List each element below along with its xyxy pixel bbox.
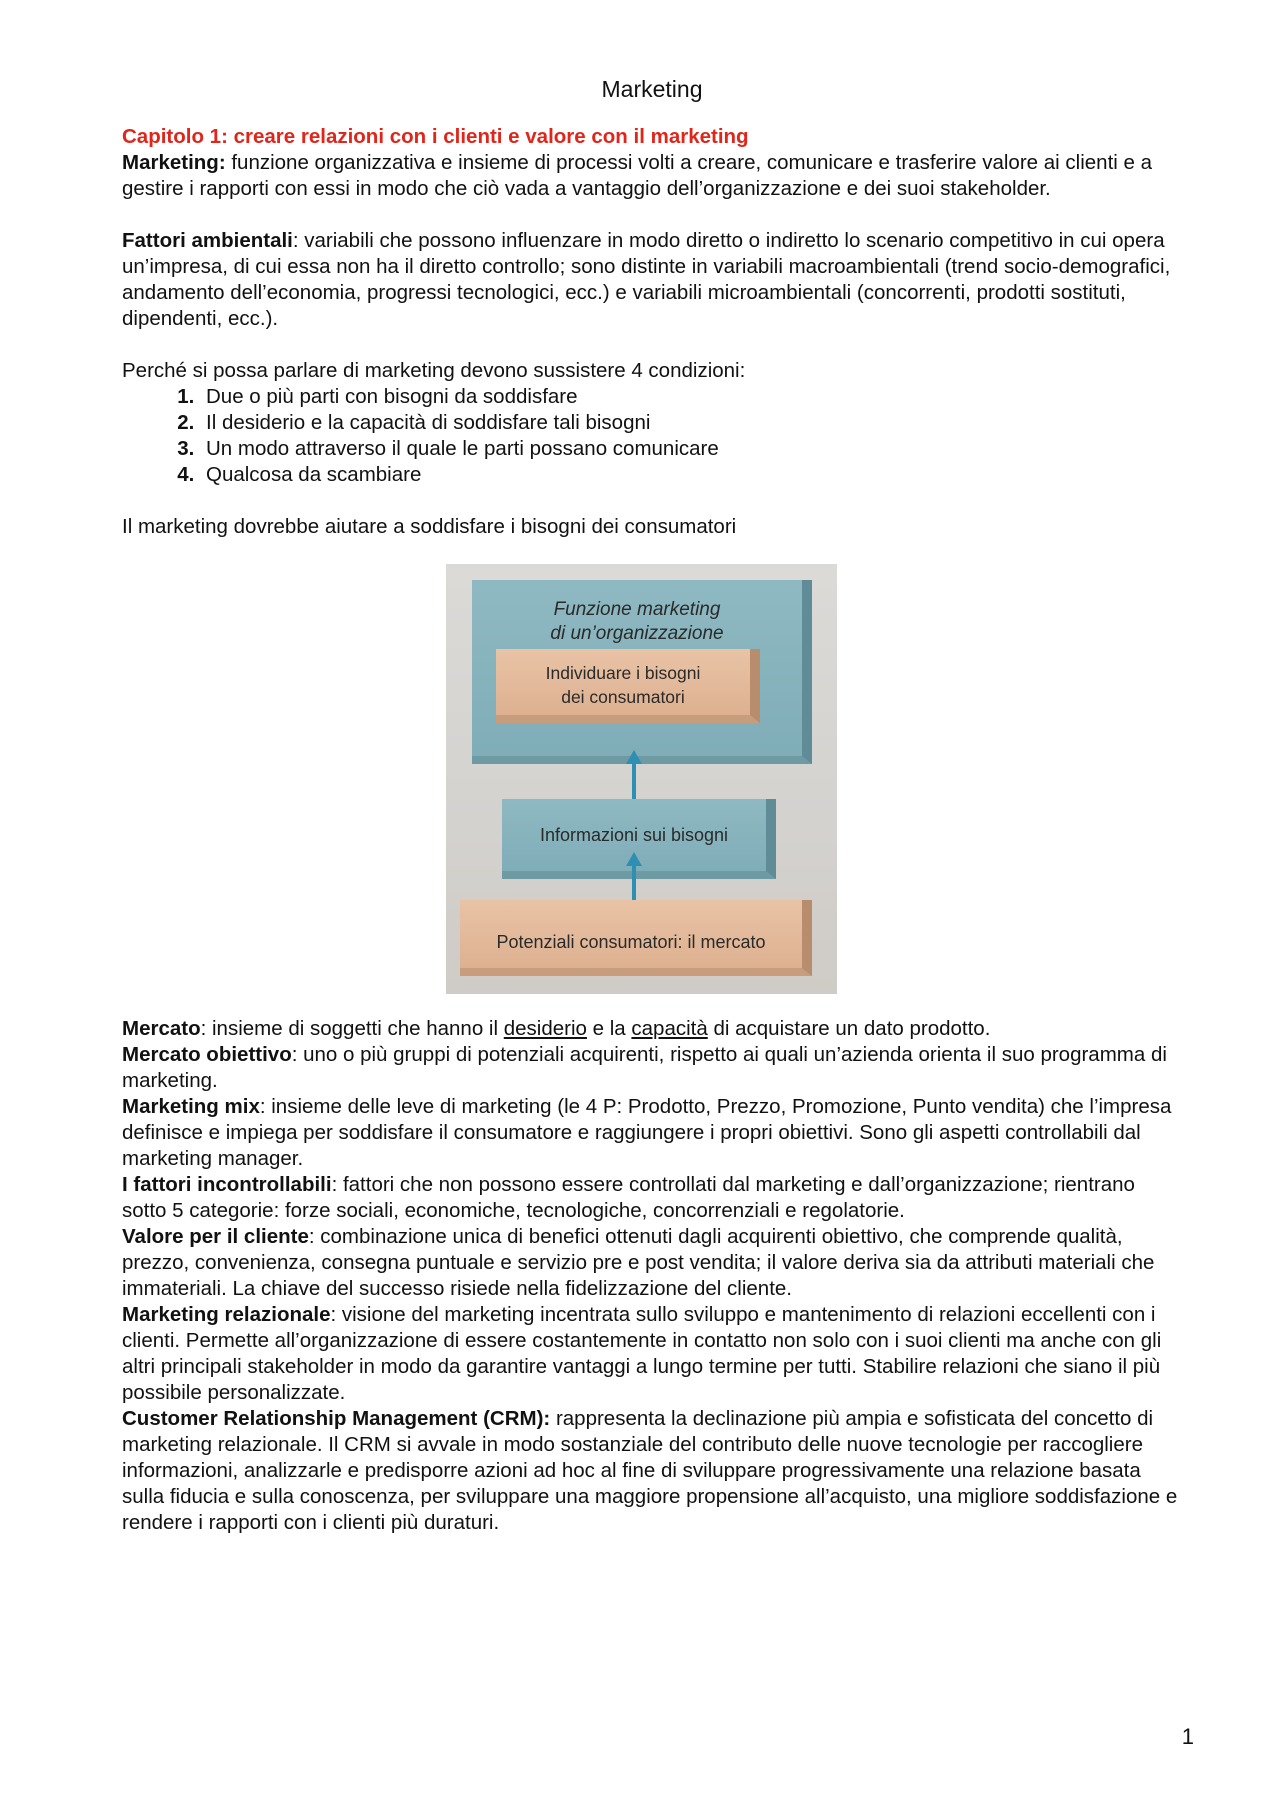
fattori-term: Fattori ambientali xyxy=(122,229,293,252)
inner-label-line2: dei consumatori xyxy=(561,687,685,707)
fattori-definition xyxy=(122,228,1182,332)
marketing-term: Marketing: xyxy=(122,151,226,174)
needs-information-box: Informazioni sui bisogni xyxy=(502,799,776,879)
page-content xyxy=(122,74,1182,1536)
definition-term: Marketing relazionale xyxy=(122,1303,331,1326)
definition-text: : insieme delle leve di marketing (le 4 P: Prodotto, Prezzo, Promozione, Punto vendita) che l’impresa definisce e impiega per soddisfare il consumatore e raggiungere i propri obiettivi. Sono gli aspetti controllabili dal marketing manager. xyxy=(122,1095,1172,1170)
potential-consumers-box: Potenziali consumatori: il mercato xyxy=(460,900,812,976)
definition-term: Mercato obiettivo xyxy=(122,1043,292,1066)
arrow-up-icon xyxy=(632,760,636,800)
definition-text: : fattori che non possono essere controllati dal marketing e dall’organizzazione; rientrano sotto 5 categorie: forze sociali, economiche, tecnologiche, concorrenziali e regolatorie. xyxy=(122,1173,1135,1222)
figure-container xyxy=(122,564,1182,1016)
conditions-intro: Perché si possa parlare di marketing devono sussistere 4 condizioni: xyxy=(122,359,746,382)
arrow-up-icon xyxy=(632,862,636,902)
list-item: 1. Due o più parti con bisogni da soddisfare xyxy=(200,384,1182,410)
marketing-text: funzione organizzativa e insieme di processi volti a creare, comunicare e trasferire valore ai clienti e a gestire i rapporti con essi in modo che ciò vada a vantaggio dell’organizzazione e dei suoi stakeholder. xyxy=(122,151,1153,200)
definition-term: Marketing mix xyxy=(122,1095,260,1118)
mercato-text-pre: : insieme di soggetti che hanno il xyxy=(200,1017,504,1040)
definition-paragraph xyxy=(122,1172,1182,1224)
outer-label-line1: Funzione marketing xyxy=(553,599,721,620)
list-item: 2. Il desiderio e la capacità di soddisfare tali bisogni xyxy=(200,410,1182,436)
outer-label-line2: di un’organizzazione xyxy=(550,623,724,644)
underlined-desiderio: desiderio xyxy=(503,1017,587,1040)
chapter-heading: Capitolo 1: creare relazioni con i clienti e valore con il marketing xyxy=(122,125,749,148)
list-item: 3. Un modo attraverso il quale le parti possano comunicare xyxy=(200,436,1182,462)
definition-text: rappresenta la declinazione più ampia e sofisticata del concetto di marketing relazionale. Il CRM si avvale in modo sostanziale del contributo delle nuove tecnologie per raccogliere informazioni, analizzarle e predisporre azioni ad hoc al fine di sviluppare progressivamente una relazione basata sulla fiducia e sulla conoscenza, per sviluppare una maggiore propensione all’acquisto, una migliore soddisfazione e rendere i rapporti con i clienti più duraturi. xyxy=(122,1407,1178,1534)
mercato-text-mid: e la xyxy=(586,1017,632,1040)
page-title: Marketing xyxy=(601,76,703,102)
definition-paragraph xyxy=(122,1302,1182,1406)
arrowhead-icon xyxy=(626,852,642,866)
definition-paragraph xyxy=(122,1042,1182,1094)
definition-text: : combinazione unica di benefici ottenuti dagli acquirenti obiettivo, che comprende qualità, prezzo, convenienza, consegna puntuale e servizio pre e post vendita; il valore deriva sia da attributi materiali che immateriali. La chiave del successo risiede nella fidelizzazione del cliente. xyxy=(122,1225,1155,1300)
definition-text: : uno o più gruppi di potenziali acquirenti, rispetto ai quali un’azienda orienta il suo programma di marketing. xyxy=(122,1043,1167,1092)
identify-needs-box xyxy=(496,649,760,723)
definition-term: Customer Relationship Management (CRM): xyxy=(122,1407,551,1430)
page-number: 1 xyxy=(1181,1724,1194,1749)
arrowhead-icon xyxy=(626,750,642,764)
mercato-definition xyxy=(122,1016,1182,1042)
needs-sentence: Il marketing dovrebbe aiutare a soddisfare i bisogni dei consumatori xyxy=(122,515,737,538)
mercato-text-post: di acquistare un dato prodotto. xyxy=(707,1017,991,1040)
marketing-diagram-figure xyxy=(446,564,837,994)
list-item: 4. Qualcosa da scambiare xyxy=(200,462,1182,488)
fattori-text: : variabili che possono influenzare in modo diretto o indiretto lo scenario competitivo in cui opera un’impresa, di cui essa non ha il diretto controllo; sono distinte in variabili macroambientali (trend socio-demografici, andamento dell’economia, progressi tecnologici, ecc.) e variabili microambientali (concorrenti, prodotti sostituti, dipendenti, ecc.). xyxy=(122,229,1171,330)
definition-term: Valore per il cliente xyxy=(122,1225,309,1248)
conditions-list xyxy=(122,384,1182,488)
underlined-capacita: capacità xyxy=(631,1017,708,1040)
definition-text: : visione del marketing incentrata sullo sviluppo e mantenimento di relazioni eccellenti con i clienti. Permette all’organizzazione di essere costantemente in contatto non solo con i suoi clienti ma anche con gli altri principali stakeholder in modo da garantire vantaggi a lungo termine per tutti. Stabilire relazioni che siano il più possibile personalizzate. xyxy=(122,1303,1162,1404)
mercato-term: Mercato xyxy=(122,1017,201,1040)
definition-term: I fattori incontrollabili xyxy=(122,1173,332,1196)
inner-label-line1: Individuare i bisogni xyxy=(545,663,701,683)
definitions-block xyxy=(122,1016,1182,1536)
definition-paragraph xyxy=(122,1224,1182,1302)
definition-paragraph xyxy=(122,1094,1182,1172)
marketing-definition xyxy=(122,150,1182,202)
definition-paragraph xyxy=(122,1406,1182,1536)
